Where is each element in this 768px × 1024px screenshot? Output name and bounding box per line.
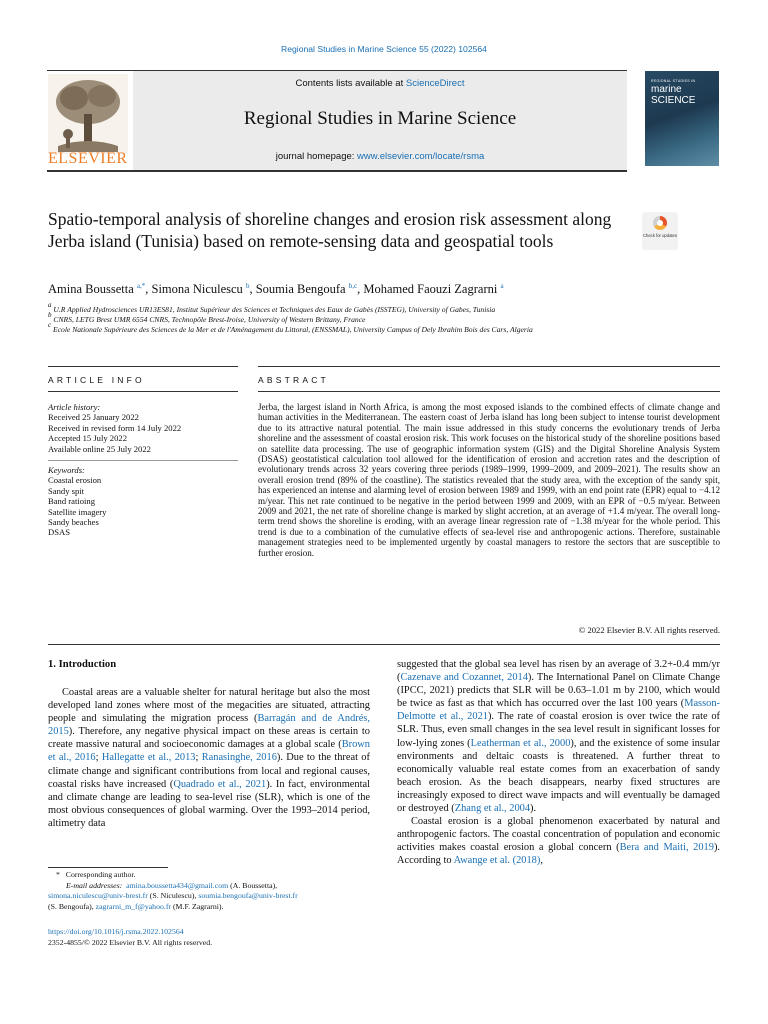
- cover-line-1: REGIONAL STUDIES IN: [651, 79, 696, 83]
- abstract-rule-top: [258, 366, 720, 367]
- footnote-doi: [48, 926, 378, 948]
- citation-link[interactable]: Quadrado et al., 2021: [173, 778, 267, 790]
- journal-citation[interactable]: Regional Studies in Marine Science 55 (2022) 102564: [281, 44, 487, 54]
- citation-link[interactable]: Awange et al. (2018): [453, 855, 541, 867]
- elsevier-wordmark[interactable]: ELSEVIER: [48, 150, 128, 167]
- keyword[interactable]: Band ratioing: [48, 496, 96, 507]
- contents-line: Contents lists available at ScienceDirect: [295, 78, 465, 89]
- elsevier-tree-logo-icon[interactable]: [48, 74, 128, 154]
- citation-link[interactable]: Zhang et al., 2004: [454, 803, 531, 815]
- article-title: Spatio-temporal analysis of shoreline changes and erosion risk assessment along Jerba island (Tunisia) based on remote-sensing data and geospatial tools: [48, 209, 612, 251]
- history-item: Received in revised form 14 July 2022: [48, 422, 182, 433]
- history-item: Available online 25 July 2022: [48, 443, 151, 454]
- header-rule-bottom: [47, 170, 627, 172]
- homepage-link[interactable]: www.elsevier.com/locate/rsma: [357, 151, 485, 162]
- journal-name[interactable]: Regional Studies in Marine Science: [243, 108, 517, 129]
- history-label: Article history:: [48, 402, 101, 412]
- author-name[interactable]: Simona Niculescu: [151, 282, 243, 296]
- body-column-left: [48, 686, 370, 830]
- affiliations: [48, 301, 668, 336]
- info-rule-bottom: [48, 391, 238, 392]
- sciencedirect-link[interactable]: ScienceDirect: [405, 78, 465, 89]
- citation-link[interactable]: Bera and Maiti, 2019: [619, 842, 714, 854]
- keywords-rule: [48, 460, 238, 461]
- paragraph: Coastal areas are a valuable shelter for natural heritage but also the most developed land zones where most of the megacities are situated, attracting people and simulating the migration process (Barragán and de Andrés, 2015). Therefore, any negative physical impact on these areas is certain to create massive natural and socioeconomic damages at a global scale (Brown et al., 2016; Hallegatte et al., 2013; Ranasinghe, 2016). Due to the threat of climate change and significant contributions from local and regional causes, coastal risks have increased (Quadrado et al., 2021). In fact, environmental and climate change are leading to sea-level rise (SLR), which is one of the most obvious consequences of global warming. Over the 1993–2014 period, altimetry data: [48, 687, 371, 829]
- email-link[interactable]: zagrarni_m_f@yahoo.fr: [95, 901, 172, 911]
- info-rule-top: [48, 366, 238, 367]
- email-link[interactable]: soumia.bengoufa@univ-brest.fr: [198, 891, 298, 901]
- keyword[interactable]: Satellite imagery: [48, 506, 107, 517]
- affiliation: $^c$ Ecole Nationale Supérieure des Sciences de la Mer et de l'Aménagement du Littoral, (ENSSMAL), University Campus of Dely Ibrahim Bois des Cars, Algeria: [48, 321, 533, 335]
- paragraph: Coastal erosion is a global phenomenon exacerbated by natural and anthropogenic factors. The coastal concentration of population and economic activities makes coastal erosion a global concern (Bera and Maiti, 2019). According to Awange et al. (2018),: [397, 816, 720, 867]
- section-heading: 1. Introduction: [48, 659, 117, 670]
- abstract-rule-bottom: [258, 391, 720, 392]
- check-updates-label: Check for updates: [643, 233, 677, 238]
- keyword[interactable]: Coastal erosion: [48, 475, 102, 486]
- affiliation: $^b$ CNRS, LETG Brest UMR 6554 CNRS, Technopôle Brest-Iroise, University of Western Brittany, France: [48, 311, 366, 325]
- cover-line-2: marine: [651, 84, 682, 95]
- author-affil-mark[interactable]: a: [500, 282, 504, 290]
- email-link[interactable]: amina.boussetta434@gmail.com: [126, 880, 229, 890]
- citation-link[interactable]: Barragán and de Andrés, 2015: [48, 713, 371, 738]
- author-name[interactable]: Soumia Bengoufa: [255, 282, 346, 296]
- citation-link[interactable]: Hallegatte et al., 2013: [101, 752, 196, 764]
- citation-link[interactable]: Cazenave and Cozannet, 2014: [400, 672, 528, 684]
- check-for-updates-button[interactable]: [642, 212, 678, 250]
- keyword[interactable]: Sandy beaches: [48, 517, 99, 528]
- issn-line: 2352-4855/© 2022 Elsevier B.V. All rights reserved.: [48, 938, 213, 947]
- abstract-rule-end: [48, 644, 720, 645]
- abstract-text: Jerba, the largest island in North Africa, is among the most exposed islands to the combined effects of climate change and human activities in the Mediterranean. The eastern coast of Jerba island has long been subject to intense tourist development due to its attractive natural potential. The main issue addressed in this study concerns the evolutionary trends of Jerba shoreline and the assessment of coastal erosion risk. This work focuses on the historical study of the shoreline positions based on satellite data processing. The use of geographic information system (GIS) and the Digital Shoreline Analysis System (DSAS) geostatistical calculation tool allowed for the identification of erosion and accretion rates and the description of evolutionary trends across 32 years covering three periods (1989–1999, 1999–2009, and 2009–2021). The results show an overall erosion trend (89% of the coastline). The statistics revealed that the study area, with the exception of the sandy spit, has experienced an intense and alarming level of erosion between 1989 and 1999, with an end point rate (EPR) equal to −4.12 m/year. This net rate continued to be negative in the period between 1999 and 2009, with an EPR of −0.5 m/year. Between 2009 and 2021, the net rate of shoreline change is marked by slight accretion, at an average of +1.4 m/year. The overall long-term trend shows the shoreline is eroding, with an average linear regression rate of −1.38 m/year for the whole period. This trend is due to a combination of the cumulative effects of sea-level rise and anthropogenic actions. Therefore, sustainable management strategies need to be implemented urgently by coastal managers to restore the sectors that are susceptible to further erosion.: [258, 402, 720, 558]
- author-affil-mark[interactable]: b,c: [348, 282, 358, 290]
- citation-link[interactable]: Leatherman et al., 2000: [470, 737, 571, 749]
- author-affil-mark[interactable]: a,*: [136, 282, 146, 290]
- check-updates-icon: [653, 216, 667, 230]
- email-link[interactable]: simona.niculescu@univ-brest.fr: [48, 891, 148, 901]
- author-name[interactable]: Amina Boussetta: [48, 282, 134, 296]
- doi-link[interactable]: https://doi.org/10.1016/j.rsma.2022.102564: [48, 927, 184, 936]
- citation-link[interactable]: Ranasinghe, 2016: [201, 752, 277, 764]
- citation-link[interactable]: Brown et al., 2016: [48, 739, 370, 764]
- author-affil-mark[interactable]: b: [245, 282, 250, 290]
- keyword[interactable]: Sandy spit: [48, 485, 85, 496]
- journal-homepage: journal homepage: www.elsevier.com/locate/rsma: [275, 151, 485, 162]
- journal-cover-thumbnail[interactable]: [645, 71, 719, 166]
- body-column-right: [397, 658, 720, 868]
- history-item: Accepted 15 July 2022: [48, 433, 127, 444]
- author-name[interactable]: Mohamed Faouzi Zagrarni: [363, 282, 498, 296]
- footnote-rule: [48, 867, 168, 868]
- paragraph: suggested that the global sea level has risen by an average of 3.2+-0.4 mm/yr (Cazenave and Cozannet, 2014). The International Panel on Climate Change (IPCC, 2021) predicts that SLR will be 0.63–1.01 m by 2100, which would be twice as fast as that which has occurred over the last 100 years (Masson-Delmotte et al., 2021). The rate of coastal erosion is over twice the rate of SLR. Thus, even small changes in the sea level result in significant losses for low-lying zones (Leatherman et al., 2000), and the existence of some insular environments and deltaic coasts is threatened. A further threat to economically valuable real estate comes from an exacerbation of sandy beach erosion. As the beach disappears, nearby fixed structures are increasingly exposed to direct wave impacts and will eventually be damaged or destroyed (Zhang et al., 2004).: [397, 659, 720, 815]
- keyword[interactable]: DSAS: [48, 527, 70, 538]
- keywords-label: Keywords:: [48, 465, 85, 476]
- affiliation: $^a$ U.R Applied Hydrosciences UR13ES81, Institut Supérieur des Sciences et Techniques des Eaux de Gabès (ISSTEG), University of Gabes, Tunisia: [48, 301, 496, 314]
- citation-link[interactable]: Masson-Delmotte et al., 2021: [397, 698, 720, 723]
- abstract-heading: ABSTRACT: [258, 375, 329, 385]
- article-info-heading: ARTICLE INFO: [48, 375, 145, 385]
- history-item: Received 25 January 2022: [48, 412, 139, 423]
- author-list: Amina Boussetta $^{a,*}$, Simona Niculescu $^b$, Soumia Bengoufa $^{b,c}$, Mohamed Faouzi Zagrarni $^a$: [48, 282, 504, 296]
- cover-line-3: SCIENCE: [651, 95, 696, 106]
- copyright-notice: © 2022 Elsevier B.V. All rights reserved.: [578, 625, 720, 635]
- footnote-corresponding: * Corresponding author. E-mail addresses: amina.boussetta434@gmail.com (A. Boussetta), simona.niculescu@univ-brest.fr (S. Niculescu), soumia.bengoufa@univ-brest.fr (S. Bengoufa), zagrarni_m_f@yahoo.fr (M.F. Zagrarni).: [48, 870, 298, 911]
- article-info: [48, 402, 238, 538]
